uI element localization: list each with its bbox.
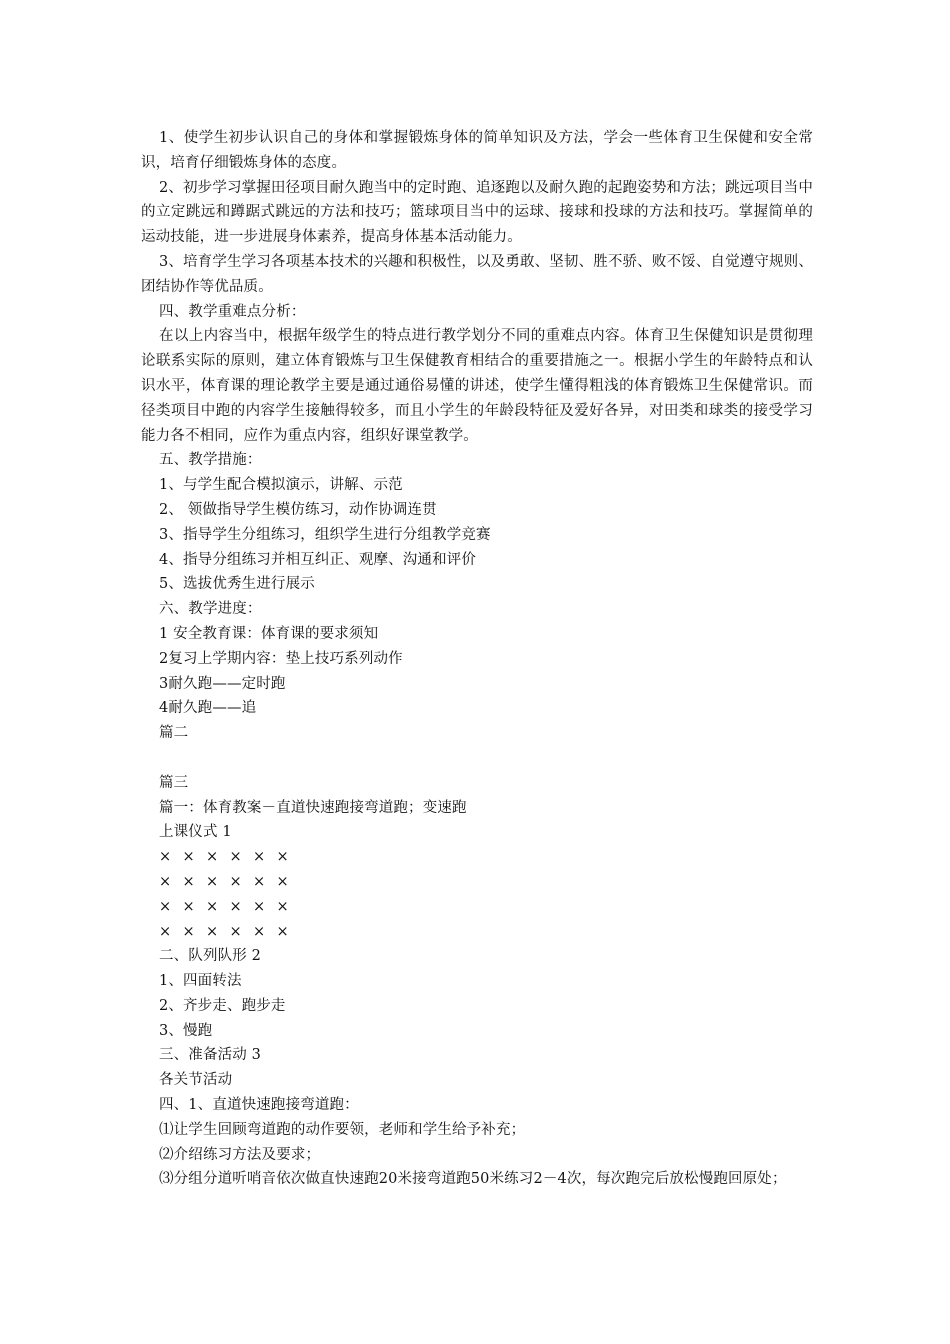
formation-row: [141, 895, 813, 920]
run-heading: 四、1、直道快速跑接弯道跑：: [159, 1097, 359, 1114]
student-mark: ×: [159, 923, 172, 940]
measure-item: 1、与学生配合模拟演示，讲解、示范: [159, 477, 403, 494]
student-mark: ×: [206, 923, 219, 940]
progress-item: 3耐久跑——定时跑: [159, 675, 286, 692]
student-mark: ×: [182, 898, 195, 915]
formation-grid: [141, 845, 813, 944]
student-mark: ×: [159, 898, 172, 915]
progress-item: 2复习上学期内容：垫上技巧系列动作: [159, 650, 403, 667]
student-mark: ×: [276, 873, 289, 890]
run-item: ⑴让学生回顾弯道跑的动作要领，老师和学生给予补充；: [159, 1121, 526, 1138]
formation-row: [141, 920, 813, 945]
student-mark: ×: [229, 849, 242, 866]
blank-line: [141, 746, 813, 771]
progress-item: 4耐久跑——追: [159, 700, 257, 717]
student-mark: ×: [159, 873, 172, 890]
document-body: [141, 126, 813, 1192]
section-4-paragraph: 在以上内容当中，根据年级学生的特点进行教学划分不同的重难点内容。体育卫生保健知识是贯彻理论联系实际的原则，建立体育锻炼与卫生保健教育相结合的重要措施之一。根据小学生的年龄特点和认识水平，体育课的理论教学主要是通过通俗易懂的讲述，使学生懂得粗浅的体育锻炼卫生保健常识。而径类项目中跑的内容学生接触得较多，而且小学生的年龄段特征及爱好各异，对田类和球类的接受学习能力各不相同，应作为重点内容，组织好课堂教学。: [141, 328, 813, 444]
progress-item: 1 安全教育课：体育课的要求须知: [159, 625, 379, 642]
run-item: ⑵介绍练习方法及要求；: [159, 1146, 321, 1163]
student-mark: ×: [229, 898, 242, 915]
student-mark: ×: [276, 898, 289, 915]
student-mark: ×: [206, 898, 219, 915]
student-mark: ×: [206, 849, 219, 866]
ceremony-heading: 上课仪式 1: [159, 824, 232, 841]
goal-2-paragraph: 2、初步学习掌握田径项目耐久跑当中的定时跑、追逐跑以及耐久跑的起跑姿势和方法；跳远项目当中的立定跳远和蹲踞式跳远的方法和技巧；篮球项目当中的运球、接球和投球的方法和技巧。掌握简单的运动技能，进一步进展身体素养，提高身体基本活动能力。: [141, 179, 813, 246]
student-mark: ×: [276, 849, 289, 866]
formation-item: 1、四面转法: [159, 973, 242, 990]
measure-item: 4、指导分组练习并相互纠正、观摩、沟通和评价: [159, 551, 477, 568]
measure-item: 2、 领做指导学生模仿练习，动作协调连贯: [159, 501, 437, 518]
student-mark: ×: [253, 849, 266, 866]
formation-row: [141, 870, 813, 895]
formation-row: [141, 845, 813, 870]
student-mark: ×: [182, 923, 195, 940]
measure-item: 3、指导学生分组练习，组织学生进行分组教学竞赛: [159, 526, 491, 543]
student-mark: ×: [253, 898, 266, 915]
student-mark: ×: [276, 923, 289, 940]
measure-item: 5、选拔优秀生进行展示: [159, 576, 315, 593]
lesson-title: 篇一：体育教案－直道快速跑接弯道跑；变速跑: [159, 799, 467, 816]
run-item: ⑶分组分道听哨音依次做直快速跑20米接弯道跑50米练习2－4次，每次跑完后放松慢跑回原处；: [159, 1171, 787, 1188]
formation-item: 3、慢跑: [159, 1022, 213, 1039]
student-mark: ×: [229, 873, 242, 890]
warmup-heading: 三、准备活动 3: [159, 1047, 262, 1064]
student-mark: ×: [182, 849, 195, 866]
student-mark: ×: [253, 873, 266, 890]
section-5-heading: 五、教学措施：: [159, 452, 262, 469]
student-mark: ×: [253, 923, 266, 940]
formation-heading: 二、队列队形 2: [159, 948, 262, 965]
formation-item: 2、齐步走、跑步走: [159, 997, 286, 1014]
goal-3-paragraph: 3、培育学生学习各项基本技术的兴趣和积极性，以及勇敢、坚韧、胜不骄、败不馁、自觉遵守规则、团结协作等优品质。: [141, 253, 813, 295]
section-4-heading: 四、教学重难点分析：: [159, 303, 306, 320]
goal-1-paragraph: 1、使学生初步认识自己的身体和掌握锻炼身体的简单知识及方法，学会一些体育卫生保健和安全常识，培育仔细锻炼身体的态度。: [141, 130, 813, 171]
warmup-body: 各关节活动: [159, 1072, 233, 1089]
student-mark: ×: [159, 849, 172, 866]
part-3-heading: 篇三: [159, 774, 189, 791]
student-mark: ×: [206, 873, 219, 890]
part-2-heading: 篇二: [159, 725, 189, 742]
student-mark: ×: [229, 923, 242, 940]
section-6-heading: 六、教学进度：: [159, 601, 262, 618]
student-mark: ×: [182, 873, 195, 890]
